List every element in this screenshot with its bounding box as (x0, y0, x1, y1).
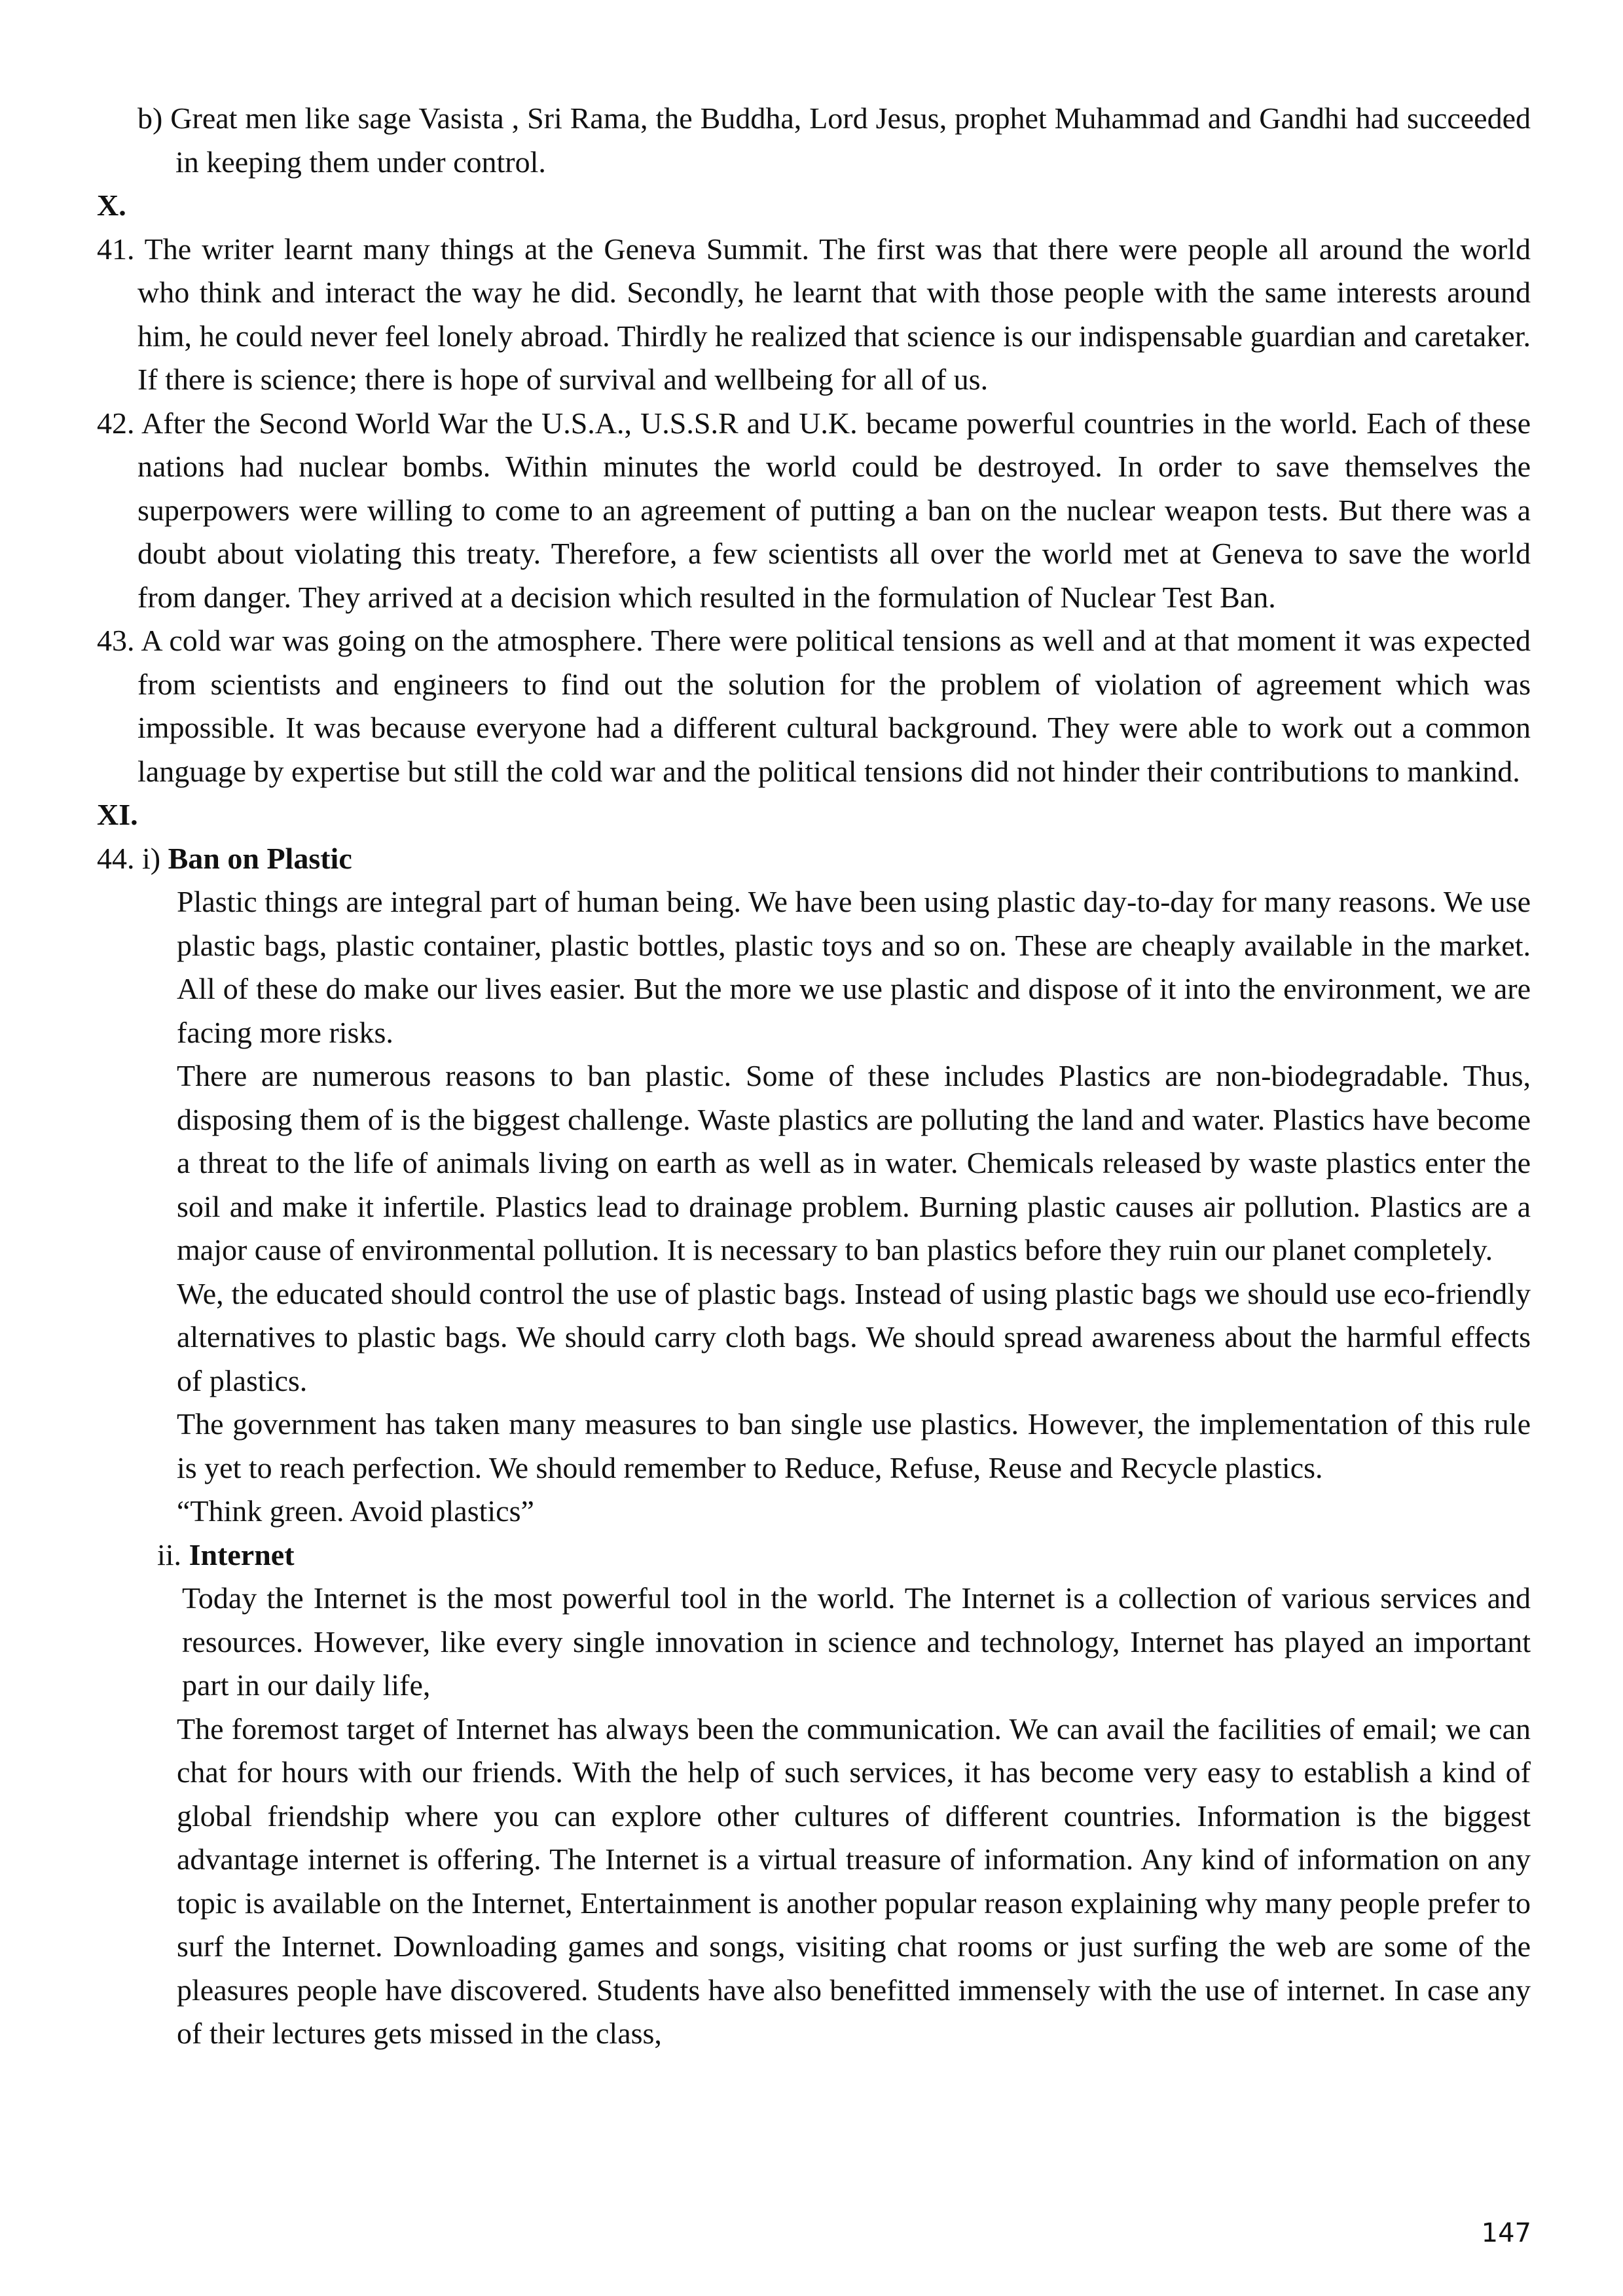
page-number: 147 (1481, 2218, 1531, 2248)
essay-paragraph: We, the educated should control the use of plastic bags. Instead of using plastic bags we should use eco-friendly alternatives to plastic bags. We should carry cloth bags. We should spread awareness about the harmful effects of plastics. (177, 1276, 1531, 1397)
question-44-i-heading (97, 837, 1531, 881)
document-page (97, 97, 1531, 2056)
essay-paragraph: The government has taken many measures to ban single use plastics. However, the implementation of this rule is yet to reach perfection. We should remember to Reduce, Refuse, Reuse and Recycle plastics. (177, 1407, 1531, 1484)
answer-43: 43. A cold war was going on the atmosphere. There were political tensions as well and at that moment it was expected from scientists and engineers to find out the solution for the problem of violation of agreement which was impossible. It was because everyone had a different cultural background. They were able to work out a common language by expertise but still the cold war and the political tensions did not hinder their contributions to mankind. (97, 624, 1531, 788)
essay-paragraph: Plastic things are integral part of human being. We have been using plastic day-to-day for many reasons. We use plastic bags, plastic container, plastic bottles, plastic toys and so on. These are cheaply available in the market. All of these do make our lives easier. But the more we use plastic and dispose of it into the environment, we are facing more risks. (177, 885, 1531, 1049)
essay-paragraph: There are numerous reasons to ban plastic. Some of these includes Plastics are non-biodegradable. Thus, disposing them of is the biggest challenge. Waste plastics are polluting the land and water. Plastics have become a threat to the life of animals living on earth as well as in water. Chemicals released by waste plastics enter the soil and make it infertile. Plastics lead to drainage problem. Burning plastic causes air pollution. Plastics are a major cause of environmental pollution. It is necessary to ban plastics before they ruin our planet completely. (177, 1059, 1531, 1266)
question-44-ii-heading (97, 1534, 1531, 1577)
answer-40b: b) Great men like sage Vasista , Sri Rama, the Buddha, Lord Jesus, prophet Muhammad and Gandhi had succeeded in keeping them under control. (137, 101, 1531, 179)
essay-paragraph: The foremost target of Internet has always been the communication. We can avail the facilities of email; we can chat for hours with our friends. With the help of such services, it has become very easy to establish a kind of global friendship where you can explore other cultures of different countries. Information is the biggest advantage internet is offering. The Internet is a virtual treasure of information. Any kind of information on any topic is available on the Internet, Entertainment is another popular reason explaining why many people prefer to surf the Internet. Downloading games and songs, visiting chat rooms or just surfing the web are some of the pleasures people have discovered. Students have also benefitted immensely with the use of internet. In case any of their lectures gets missed in the class, (177, 1712, 1531, 2050)
answer-41: 41. The writer learnt many things at the Geneva Summit. The first was that there were people all around the world who think and interact the way he did. Secondly, he learnt that with those people with the same interests around him, he could never feel lonely abroad. Thirdly he realized that science is our indispensable guardian and caretaker. If there is science; there is hope of survival and wellbeing for all of us. (97, 232, 1531, 396)
question-44-i-number: 44. i) (97, 841, 168, 875)
question-44-ii-number: ii. (157, 1537, 189, 1571)
essay-internet (97, 1577, 1531, 2056)
section-heading-xi: XI. (97, 798, 138, 831)
answer-42: 42. After the Second World War the U.S.A., U.S.S.R and U.K. became powerful countries in the world. Each of these nations had nuclear bombs. Within minutes the world could be destroyed. In order to save themselves the superpowers were willing to come to an agreement of putting a ban on the nuclear weapon tests. But there was a doubt about violating this treaty. Therefore, a few scientists all over the world met at Geneva to save the world from danger. They arrived at a decision which resulted in the formulation of Nuclear Test Ban. (97, 406, 1531, 614)
essay-ban-on-plastic (97, 880, 1531, 1534)
essay-slogan: “Think green. Avoid plastics” (177, 1494, 534, 1528)
section-heading-x: X. (97, 188, 126, 222)
essay-paragraph: Today the Internet is the most powerful tool in the world. The Internet is a collection of various services and resources. However, like every single innovation in science and technology, Internet has played an important part in our daily life, (182, 1581, 1531, 1702)
essay-title-ban-on-plastic: Ban on Plastic (168, 841, 352, 875)
essay-title-internet: Internet (189, 1537, 295, 1571)
